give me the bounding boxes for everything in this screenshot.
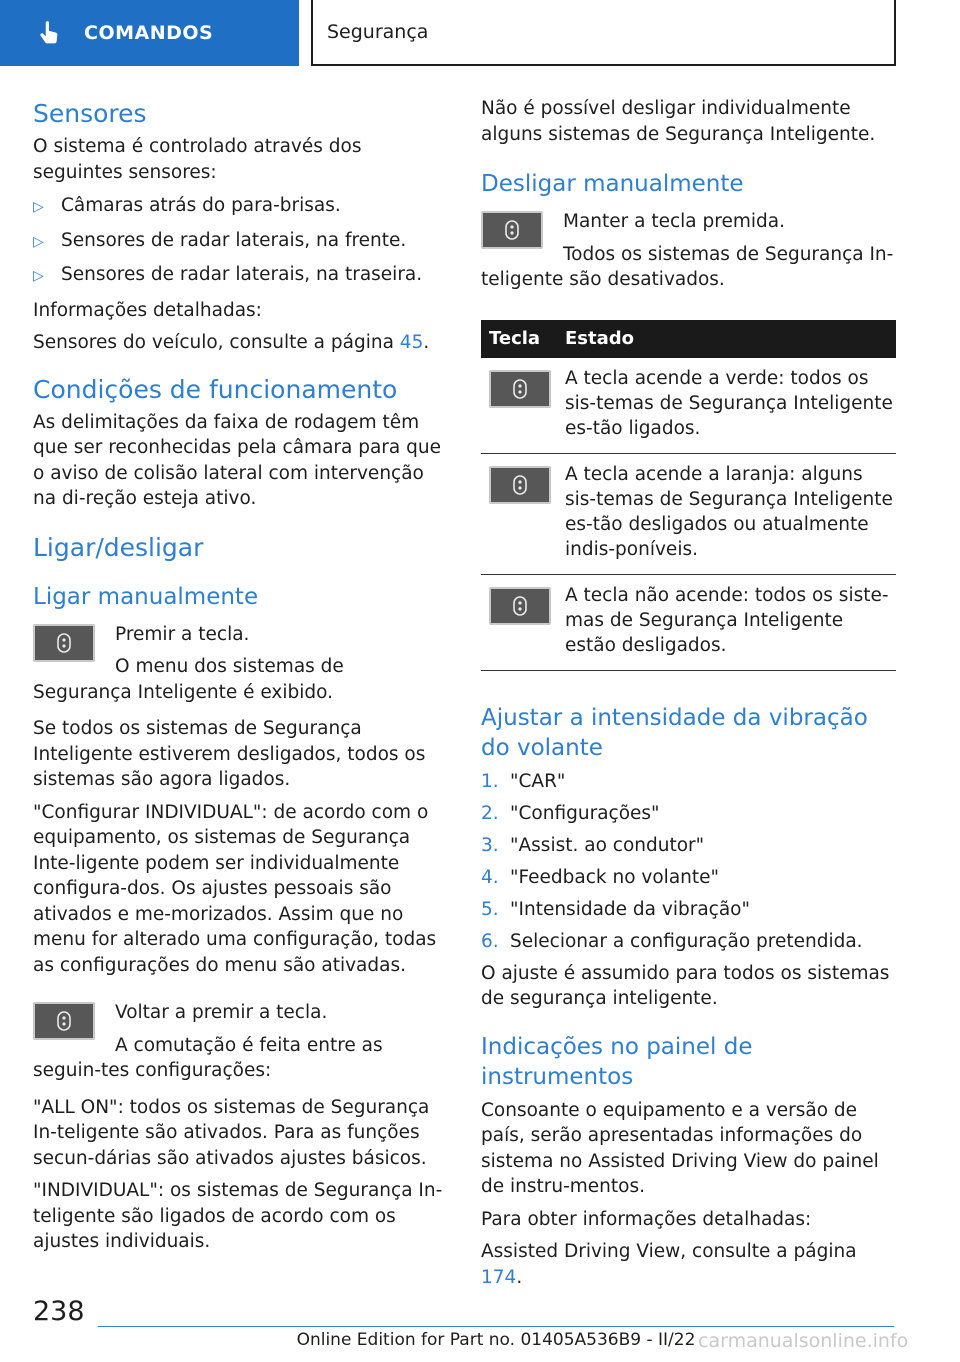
condicoes-text: As delimitações da faixa de rodagem têm que ser reconhecidas pela câmara para que o aviso de colisão lateral com intervenção na di-reção esteja ativo.	[33, 411, 441, 509]
list-item: 2. "Configurações"	[481, 802, 660, 824]
section-title: COMANDOS	[84, 22, 214, 44]
section-tab	[0, 0, 299, 66]
safety-key-icon	[503, 220, 521, 240]
page-header	[0, 0, 960, 66]
safety-key-button	[481, 211, 543, 249]
info-reference: Sensores do veículo, consulte a página 45.	[33, 332, 430, 353]
vibracao-note: O ajuste é assumido para todos os sistemas de segurança inteligente.	[481, 962, 890, 1009]
list-item: 5. "Intensidade da vibração"	[481, 898, 750, 920]
table-key-cell	[481, 574, 557, 670]
heading-desligar-manual: Desligar manualmente	[481, 171, 744, 197]
info-label: Informações detalhadas:	[33, 299, 262, 321]
heading-ligar-desligar: Ligar/desligar	[33, 532, 204, 562]
table-header-state: Estado	[557, 320, 896, 358]
key-instruction	[33, 622, 448, 713]
table-header-key: Tecla	[481, 320, 557, 358]
heading-vibracao: Ajustar a intensidade da vibração do volante	[481, 704, 868, 761]
watermark: carmanualsonline.info	[698, 1330, 909, 1352]
table-row	[481, 453, 896, 574]
page-link[interactable]: 45	[399, 332, 424, 353]
list-item: 6. Selecionar a configuração pretendida.	[481, 930, 863, 952]
list-item: 1. "CAR"	[481, 770, 566, 792]
ligar-paragraph-3: Se todos os sistemas de Segurança Inteligente estiverem desligados, todos os sistemas são agora ligados.	[33, 718, 426, 790]
voltar-step-1: Voltar a premir a tecla.	[115, 1002, 328, 1023]
safety-key-icon	[511, 596, 529, 616]
key-state-table	[481, 320, 896, 671]
safety-key-icon	[511, 379, 529, 399]
table-key-cell	[481, 358, 557, 454]
desligar-step-1: Manter a tecla premida.	[563, 211, 785, 232]
safety-key-button	[489, 587, 551, 625]
safety-key-icon	[55, 633, 73, 653]
heading-sensores: Sensores	[33, 99, 147, 128]
desligar-step-2: Todos os sistemas de Segurança In-teligente são desativados.	[481, 243, 894, 290]
individual-text: "INDIVIDUAL": os sistemas de Segurança In-teligente são ligados de acordo com os ajustes individuais.	[33, 1180, 443, 1252]
heading-condicoes: Condições de funcionamento	[33, 374, 398, 404]
edition-text: Online Edition for Part no. 01405A536B9 - II/22	[296, 1330, 696, 1350]
list-item: 3. "Assist. ao condutor"	[481, 834, 705, 856]
list-item: ▷ Sensores de radar laterais, na traseira.	[33, 262, 448, 290]
table-state-cell: A tecla não acende: todos os siste-mas de Segurança Inteligente estão desligados.	[557, 574, 896, 670]
safety-key-button	[33, 1002, 95, 1040]
triangle-right-icon: ▷	[33, 199, 44, 215]
detail-reference: Assisted Driving View, consulte a página 174.	[481, 1241, 857, 1288]
triangle-right-icon: ▷	[33, 233, 44, 250]
list-item: ▷ Sensores de radar laterais, na frente.	[33, 228, 448, 256]
table-key-cell	[481, 453, 557, 574]
footer-divider	[98, 1326, 894, 1327]
steps-list	[481, 769, 896, 955]
safety-key-icon	[511, 475, 529, 495]
right-column	[481, 96, 896, 1297]
key-instruction	[33, 1000, 448, 1091]
page-link[interactable]: 174	[481, 1266, 517, 1288]
safety-key-button	[489, 466, 551, 504]
heading-ligar-manual: Ligar manualmente	[33, 583, 259, 610]
heading-indicacoes: Indicações no painel de instrumentos	[481, 1033, 753, 1090]
page-number: 238	[33, 1296, 85, 1327]
table-header-row	[481, 320, 896, 358]
sensores-intro: O sistema é controlado através dos seguintes sensores:	[33, 136, 362, 183]
all-on-text: "ALL ON": todos os sistemas de Segurança In-teligente são ativados. Para as funções secun-dárias são ativados ajustes básicos.	[33, 1096, 430, 1169]
list-item: 4. "Feedback no volante"	[481, 866, 720, 888]
ligar-step-1: Premir a tecla.	[115, 623, 250, 645]
detail-label: Para obter informações detalhadas:	[481, 1208, 812, 1230]
safety-key-icon	[55, 1011, 73, 1031]
table-row	[481, 574, 896, 670]
table-row	[481, 358, 896, 454]
key-instruction	[481, 209, 896, 300]
sensor-list	[33, 193, 448, 290]
left-column	[33, 96, 448, 1262]
right-intro: Não é possível desligar individualmente alguns sistemas de Segurança Inteligente.	[481, 98, 876, 145]
list-item: ▷ Câmaras atrás do para-brisas.	[33, 193, 448, 221]
safety-key-button	[33, 624, 95, 662]
ligar-step-2: O menu dos sistemas de Segurança Inteligente é exibido.	[33, 656, 344, 703]
chapter-title: Segurança	[327, 21, 429, 43]
ligar-paragraph-4: "Configurar INDIVIDUAL": de acordo com o equipamento, os sistemas de Segurança Inte-ligente podem ser individualmente configura-dos. Os ajustes pessoais são ativados e me-morizados. Assim que no menu for alterado uma configuração, todas as configurações do menu são ativadas.	[33, 801, 437, 976]
voltar-step-2: A comutação é feita entre as seguin-tes configurações:	[33, 1034, 383, 1081]
chapter-tab	[311, 0, 896, 66]
table-state-cell: A tecla acende a verde: todos os sis-temas de Segurança Inteligente es-tão ligados.	[557, 358, 896, 454]
safety-key-button	[489, 370, 551, 408]
triangle-right-icon: ▷	[33, 268, 44, 284]
table-state-cell: A tecla acende a laranja: alguns sis-temas de Segurança Inteligente es-tão desligados ou atualmente indis-poníveis.	[557, 453, 896, 574]
hand-pointer-icon	[36, 20, 62, 46]
indicacoes-text: Consoante o equipamento e a versão de país, serão apresentadas informações do sistema no Assisted Driving View do painel de instru-mentos.	[481, 1099, 879, 1197]
